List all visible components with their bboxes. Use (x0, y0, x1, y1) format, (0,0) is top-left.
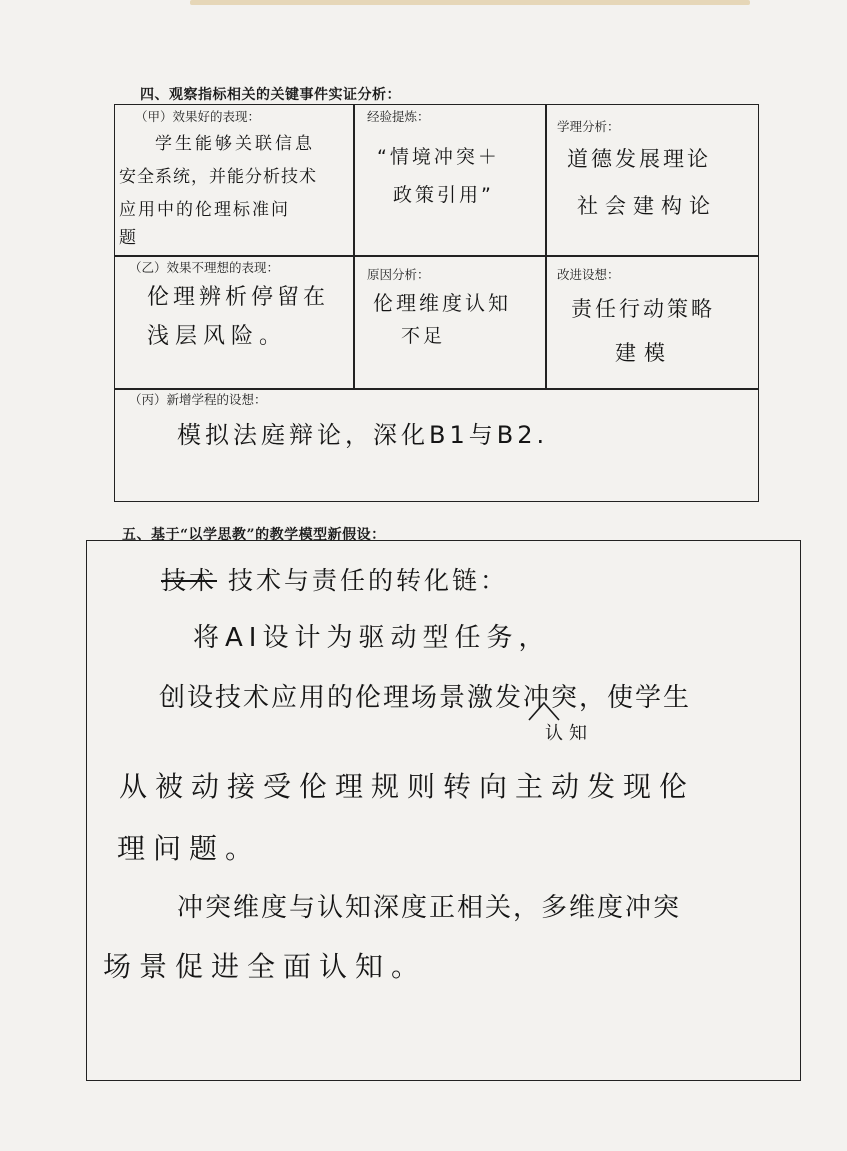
handwriting-line-4: 从被动接受伦理规则转向主动发现伦 (119, 770, 696, 803)
handwriting-yi-1: 伦理辨析停留在 (147, 285, 330, 310)
hypothesis-box (86, 540, 801, 1081)
table-divider (115, 255, 758, 257)
handwriting-gaijin-1: 责任行动策略 (571, 297, 715, 321)
handwriting-line-3: 创设技术应用的伦理场景激发冲突，使学生 (159, 683, 692, 713)
handwriting-yuanyin-2: 不足 (401, 325, 446, 347)
section-5-heading: 五、基于“以学思教”的教学模型新假设： (122, 527, 386, 543)
line-1-text: 技术与责任的转化链： (227, 566, 508, 595)
cell-label-yuanyin: 原因分析： (367, 267, 430, 282)
handwriting-jingyan-2: 政策引用” (393, 184, 494, 206)
table-divider (545, 105, 547, 388)
handwriting-xueli-2: 社会建构论 (577, 194, 717, 218)
handwriting-jia-2: 安全系统，并能分析技术 (119, 167, 317, 187)
handwriting-jingyan-1: “情境冲突＋ (377, 146, 500, 168)
analysis-table (114, 104, 759, 502)
cell-label-xueli: 学理分析： (557, 119, 620, 134)
handwriting-line-6: 冲突维度与认知深度正相关，多维度冲突 (177, 893, 682, 923)
table-divider (353, 105, 355, 388)
handwriting-yi-2: 浅层风险。 (147, 324, 288, 349)
handwriting-insert: 认知 (545, 723, 593, 744)
cell-label-jingyan: 经验提炼： (367, 109, 430, 124)
top-edge-strip (190, 0, 750, 5)
handwriting-yuanyin-1: 伦理维度认知 (373, 291, 511, 315)
handwriting-line-7: 场景促进全面认知。 (103, 950, 428, 983)
section-4-heading: 四、观察指标相关的关键事件实证分析： (140, 87, 401, 103)
insertion-caret (527, 700, 561, 722)
handwriting-line-5: 理问题。 (117, 832, 262, 865)
handwriting-jia-3: 应用中的伦理标准问 (119, 200, 290, 220)
handwriting-jia-1: 学生能够关联信息 (155, 134, 315, 154)
cell-label-jia: （甲）效果好的表现： (135, 109, 261, 124)
handwriting-line-1 (161, 561, 508, 597)
cell-label-yi: （乙）效果不理想的表现： (129, 260, 280, 275)
handwriting-line-2: 将AI设计为驱动型任务， (193, 623, 551, 653)
handwriting-xueli-1: 道德发展理论 (567, 147, 711, 171)
struck-text: 技术 (161, 566, 218, 595)
cell-label-bing: （丙）新增学程的设想： (129, 392, 267, 407)
handwriting-jia-4: 题 (119, 228, 139, 248)
handwriting-bing: 模拟法庭辩论，深化B1与B2. (177, 421, 549, 449)
cell-label-gaijin: 改进设想： (557, 267, 620, 282)
handwriting-gaijin-2: 建模 (615, 341, 673, 365)
